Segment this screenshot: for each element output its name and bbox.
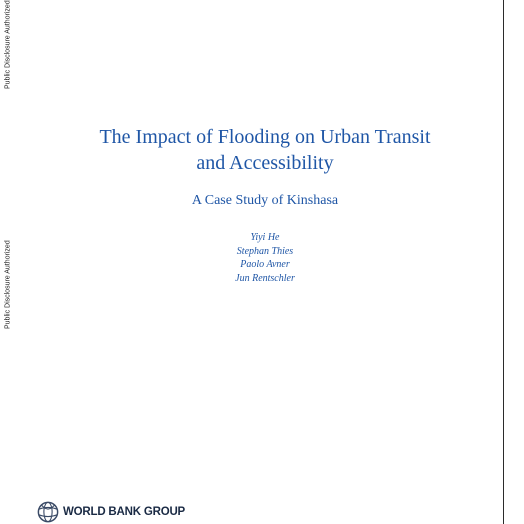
title-line-1: The Impact of Flooding on Urban Transit xyxy=(99,126,431,148)
page-edge-rule xyxy=(503,0,504,524)
title-line-2: and Accessibility xyxy=(196,152,334,174)
author-name: Yiyi He xyxy=(250,232,280,243)
author-list xyxy=(40,231,490,285)
author-name: Paolo Avner xyxy=(240,259,290,270)
document-subtitle: A Case Study of Kinshasa xyxy=(191,193,339,208)
world-bank-logo xyxy=(37,500,185,524)
globe-icon xyxy=(37,501,59,523)
document-title xyxy=(40,124,490,176)
author-name: Jun Rentschler xyxy=(235,272,295,284)
disclosure-label-middle: Public Disclosure Authorized xyxy=(4,240,12,330)
author-name: Stephan Thies xyxy=(236,245,294,257)
disclosure-label-top: Public Disclosure Authorized xyxy=(4,0,12,89)
logo-wordmark: WORLD BANK GROUP xyxy=(63,506,186,518)
